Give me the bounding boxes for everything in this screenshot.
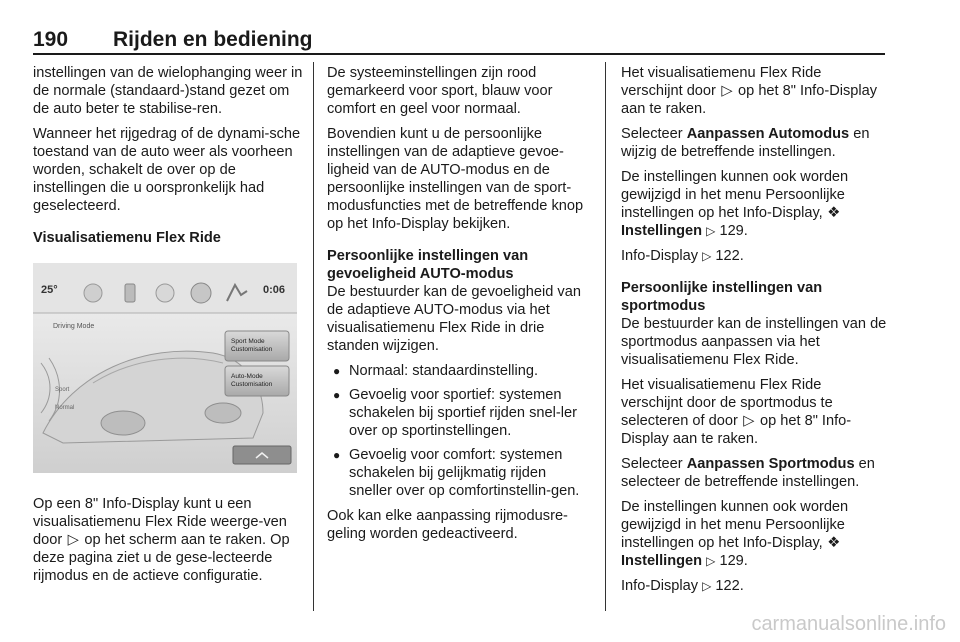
paragraph: De bestuurder kan de instellingen van de sportmodus aanpassen via het visualisatiemenu Flex Ride. [621, 316, 887, 368]
section-heading: Visualisatiemenu Flex Ride [33, 230, 221, 246]
figure-temperature: 25° [41, 284, 58, 296]
flex-ride-screen-illustration [33, 263, 297, 473]
paragraph: Het visualisatiemenu Flex Ride verschijnt door ▷ op het 8" Info-Display aan te raken. [621, 65, 878, 117]
paragraph: Info-Display ▷ 122. [621, 248, 744, 264]
paragraph: De systeeminstellingen zijn rood gemarkeerd voor sport, blauw voor comfort en geel voor normaal. [327, 65, 553, 117]
list-item: ● Gevoelig voor sportief: systemen schakelen bij sportief rijden snel-ler over op sportinstellingen. [327, 386, 592, 440]
watermark: carmanualsonline.info [751, 613, 946, 635]
page-reference: 122. [715, 578, 744, 594]
music-icon [84, 284, 102, 302]
paragraph: De instellingen kunnen ook worden gewijzigd in het menu Persoonlijke instellingen op het Info-Display, ❖ Instellingen ▷ 129. [621, 499, 849, 569]
paragraph: Wanneer het rijgedrag of de dynami-sche toestand van de auto weer als voorheen worden, schakelt de over op de instellingen die u oorspronkelijk had geselecteerd. [33, 126, 301, 214]
figure-label-sport: Sport [55, 387, 70, 393]
settings-icon: ❖ [827, 205, 841, 221]
settings-icon: ❖ [827, 535, 841, 551]
column-1 [33, 64, 303, 592]
paragraph: Bovendien kunt u de persoonlijke instellingen van de adaptieve gevoe-ligheid van de AUTO-modus en de persoonlijke instellingen van de sport-modusfuncties met de betreffende knop op het Info-Display bekijken. [327, 126, 584, 232]
flex-ride-icon: ▷ [743, 413, 755, 429]
paragraph: Op een 8" Info-Display kunt u een visualisatiemenu Flex Ride weerge-ven door ▷ op het scherm aan te raken. Op deze pagina ziet u de gese-lecteerde rijmodus en de actieve configuratie. [33, 496, 290, 584]
figure-time: 0:06 [263, 284, 286, 296]
column-divider-1 [313, 62, 314, 611]
menu-label: Instellingen [621, 553, 703, 569]
menu-label: Aanpassen Automodus [686, 126, 850, 142]
paragraph: instellingen van de wielophanging weer in de normale (standaard-)stand gezet om de auto beter te stabilise-ren. [33, 65, 303, 117]
paragraph: Selecteer Aanpassen Automodus en wijzig de betreffende instellingen. [621, 126, 870, 160]
section-heading: Persoonlijke instellingen van sportmodus [621, 280, 823, 314]
paragraph: Het visualisatiemenu Flex Ride verschijnt door de sportmodus te selecteren of door ▷ op het 8" Info-Display aan te raken. [621, 377, 852, 447]
page-number: 190 [33, 28, 69, 51]
column-3 [621, 64, 887, 602]
auto-mode-button-label: Auto-Mode Customisation [231, 373, 273, 388]
list-item: ● Gevoelig voor comfort: systemen schakelen bij gelijkmatig rijden sneller over op comfortinstellin-gen. [327, 446, 592, 500]
reference-arrow-icon: ▷ [706, 224, 716, 238]
reference-arrow-icon: ▷ [702, 249, 712, 263]
section-title: Rijden en bediening [113, 28, 313, 51]
radio-icon [191, 283, 211, 303]
sport-mode-button-label: Sport Mode Customisation [231, 338, 273, 353]
reference-arrow-icon: ▷ [702, 579, 712, 593]
paragraph: De bestuurder kan de gevoeligheid van de adaptieve AUTO-modus via het visualisatiemenu Flex Ride in drie standen wijzigen. [327, 284, 581, 354]
flex-ride-icon: ▷ [721, 83, 733, 99]
reference-arrow-icon: ▷ [706, 554, 716, 568]
list-item: ● Normaal: standaardinstelling. [327, 362, 592, 380]
menu-label: Instellingen [621, 223, 703, 239]
paragraph: Info-Display ▷ 122. [621, 578, 744, 594]
header-rule [33, 53, 885, 55]
page-reference: 122. [715, 248, 744, 264]
page-reference: 129. [719, 553, 748, 569]
section-heading: Persoonlijke instellingen van gevoeligheid AUTO-modus [327, 248, 529, 282]
figure-label-normal: Normal [55, 405, 75, 411]
page-reference: 129. [719, 223, 748, 239]
paragraph: Selecteer Aanpassen Sportmodus en selecteer de betreffende instellingen. [621, 456, 875, 490]
paragraph: De instellingen kunnen ook worden gewijzigd in het menu Persoonlijke instellingen op het Info-Display, ❖ Instellingen ▷ 129. [621, 169, 849, 239]
flex-ride-icon: ▷ [67, 532, 79, 548]
column-2 [327, 64, 592, 550]
phone-icon [125, 284, 135, 302]
page-header [33, 28, 885, 52]
column-divider-2 [605, 62, 606, 611]
figure-driving-mode: Driving Mode [53, 323, 95, 330]
menu-label: Aanpassen Sportmodus [686, 456, 855, 472]
navigation-icon [156, 284, 174, 302]
flex-ride-screen-figure [33, 263, 297, 473]
bullet-list [327, 362, 592, 500]
collapse-button[interactable] [233, 446, 291, 464]
paragraph: Ook kan elke aanpassing rijmodusre-geling worden gedeactiveerd. [327, 508, 568, 542]
